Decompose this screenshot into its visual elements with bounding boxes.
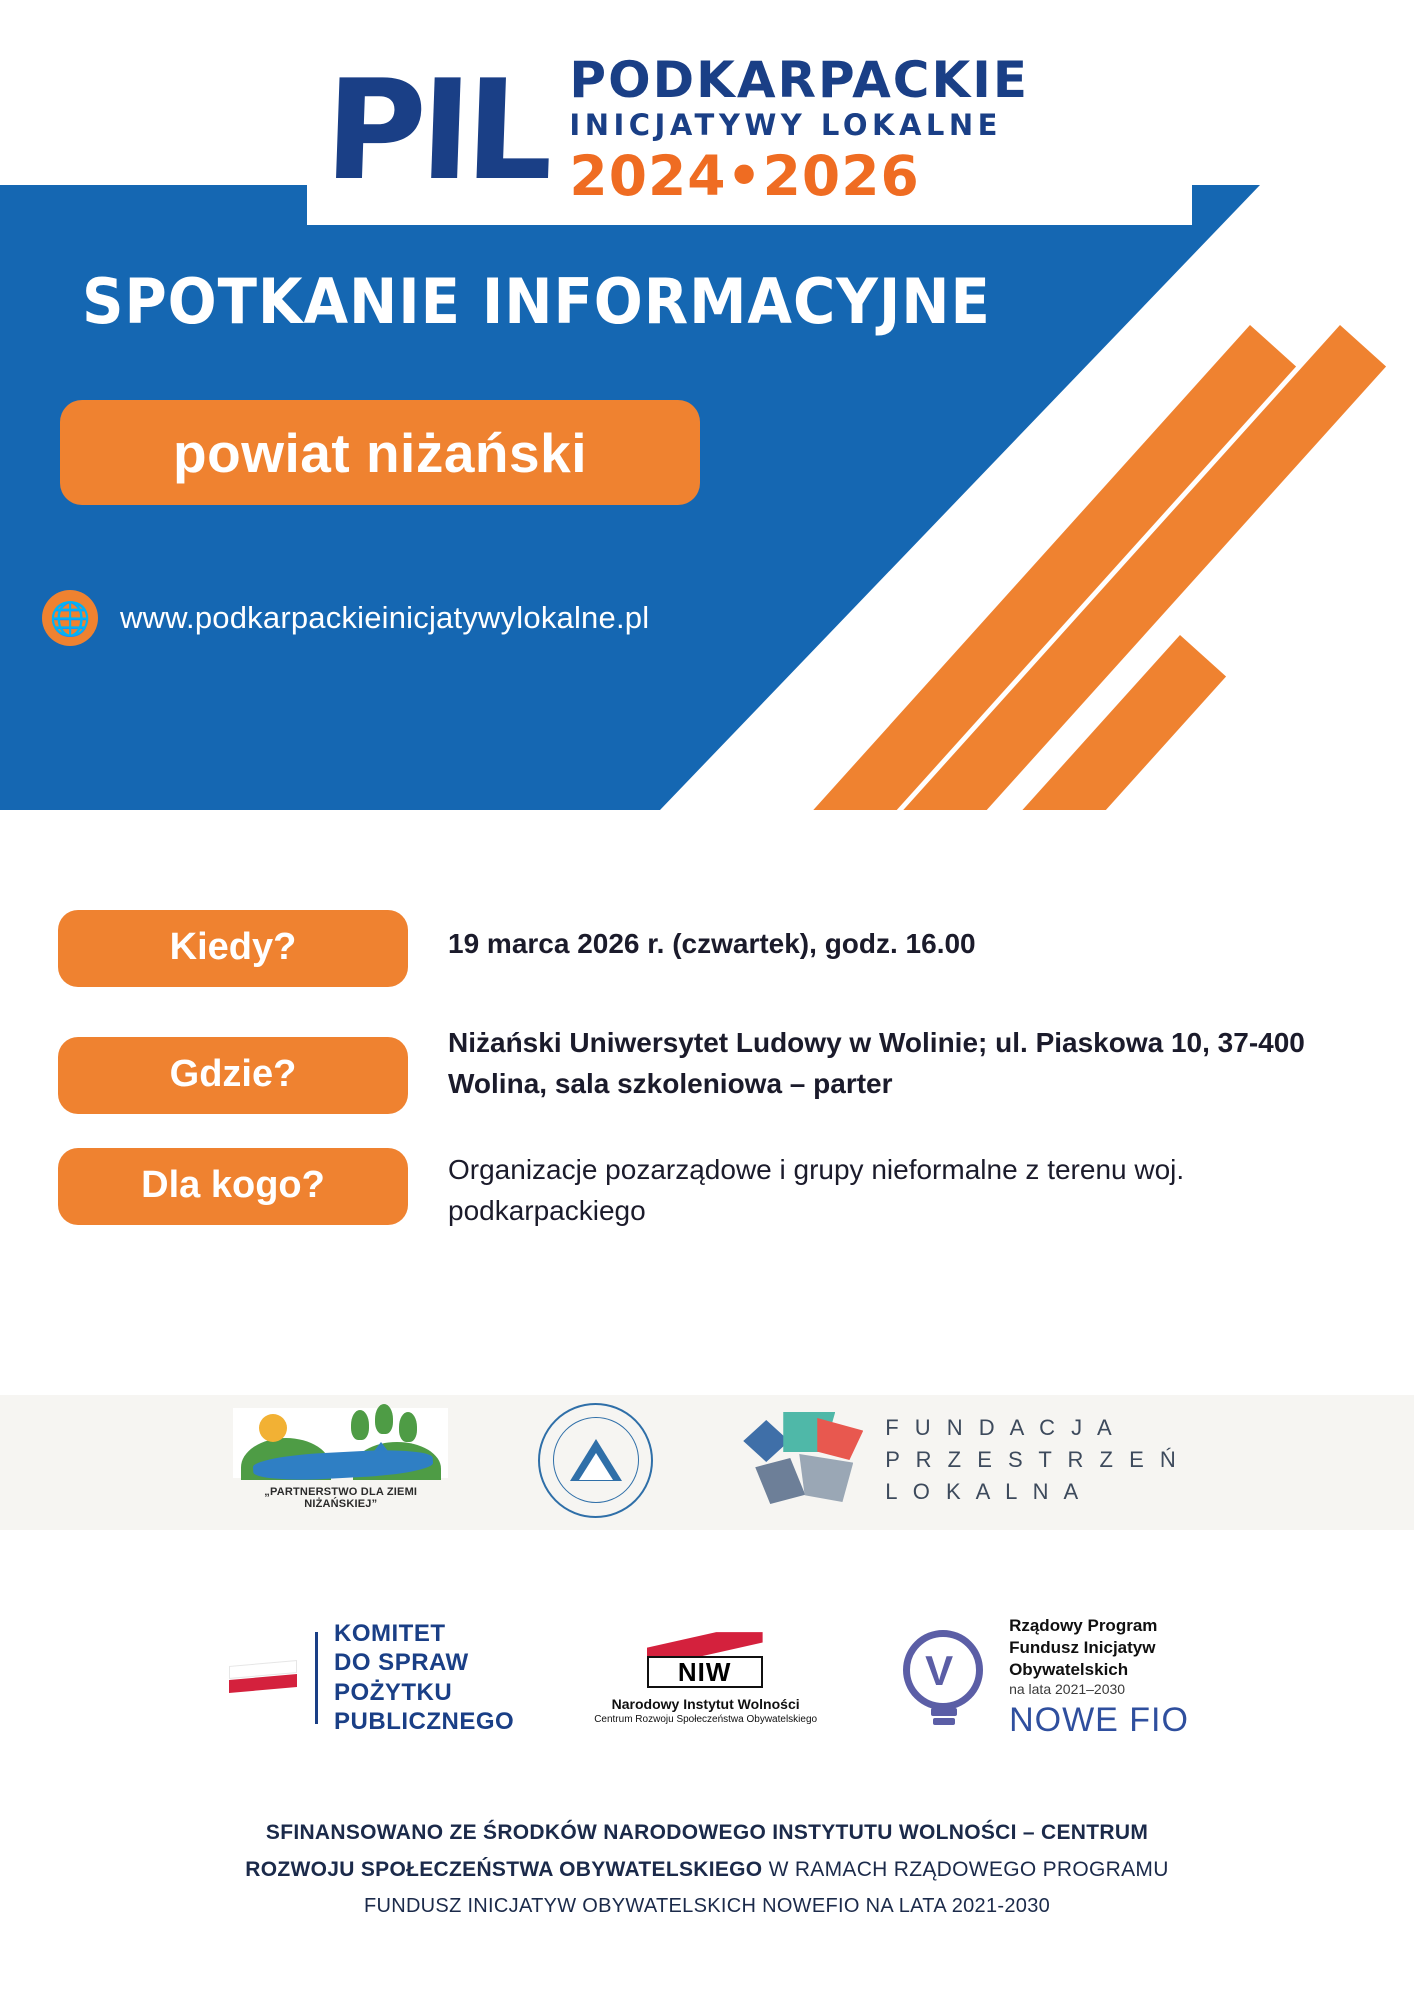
- website-row: [42, 590, 649, 646]
- komitet-line3: POŻYTKU: [334, 1678, 453, 1706]
- partnerstwo-dla-ziemi-nizanskiej-logo: [233, 1400, 448, 1520]
- detail-label-where: Gdzie?: [58, 1037, 408, 1114]
- komitet-line1: KOMITET: [334, 1620, 446, 1648]
- detail-row-audience: [0, 1136, 1414, 1231]
- lightbulb-icon: V: [897, 1628, 993, 1728]
- footer-line-2-bold: ROZWOJU SPOŁECZEŃSTWA OBYWATELSKIEGO: [245, 1857, 763, 1881]
- pil-logo-line1: PODKARPACKIE: [569, 51, 1029, 110]
- komitet-line2: DO SPRAW: [334, 1649, 469, 1677]
- detail-label-audience: Dla kogo?: [58, 1148, 408, 1225]
- fio-line3: Obywatelskich: [1009, 1660, 1129, 1680]
- fundacja-line1: F U N D A C J A: [885, 1415, 1117, 1441]
- poster-title: SPOTKANIE INFORMACYJNE: [82, 265, 991, 338]
- pil-logo-years: 2024•2026: [569, 144, 920, 209]
- county-badge-label: powiat niżański: [173, 421, 587, 484]
- niw-swoosh-icon: [647, 1632, 763, 1658]
- event-details: [0, 910, 1414, 1253]
- fio-line1: Rządowy Program: [1009, 1616, 1158, 1635]
- narodowy-instytut-wolnosci-logo: [594, 1630, 817, 1725]
- fundacja-line3: L O K A L N A: [885, 1478, 1084, 1504]
- header-banner: [0, 185, 1414, 810]
- pil-logo-line2: INICJATYWY LOKALNE: [569, 107, 1002, 142]
- niw-line1: Narodowy Instytut Wolności: [611, 1696, 800, 1713]
- detail-row-where: [0, 1009, 1414, 1114]
- footer-line-2-rest: W RAMACH RZĄDOWEGO PROGRAMU: [762, 1857, 1169, 1881]
- pil-logo-mark: PIL: [322, 49, 551, 211]
- divider: [315, 1632, 318, 1724]
- detail-value-where: Niżański Uniwersytet Ludowy w Wolinie; ul. Piaskowa 10, 37-400 Wolina, sala szkoleniowa – parter: [448, 1027, 1305, 1099]
- county-badge: [60, 400, 700, 505]
- detail-label-when: Kiedy?: [58, 910, 408, 987]
- detail-value-when: 19 marca 2026 r. (czwartek), godz. 16.00: [448, 928, 976, 959]
- komitet-line4: PUBLICZNEGO: [334, 1707, 515, 1735]
- fio-line4: na lata 2021–2030: [1009, 1681, 1126, 1698]
- lokalna-grupa-dzialania-logo: [538, 1403, 653, 1518]
- footer-line-1: SFINANSOWANO ZE ŚRODKÓW NARODOWEGO INSTYTUTU WOLNOŚCI – CENTRUM: [265, 1821, 1149, 1844]
- partnerstwo-logo-caption: „PARTNERSTWO DLA ZIEMI NIŻAŃSKIEJ”: [264, 1486, 418, 1510]
- nowe-fio-logo: [897, 1615, 1189, 1740]
- fio-wordmark: NOWE FIO: [1009, 1701, 1189, 1740]
- niw-mark-text: NIW: [647, 1656, 763, 1688]
- website-url[interactable]: www.podkarpackieinicjatywylokalne.pl: [120, 600, 650, 635]
- polish-flag-icon: [225, 1655, 301, 1701]
- fio-line2: Fundusz Inicjatyw: [1009, 1638, 1156, 1658]
- partner-logos-row-2: [0, 1615, 1414, 1740]
- fundacja-line2: P R Z E S T R Z E Ń: [885, 1447, 1181, 1473]
- footer-line-2: [0, 1852, 1414, 1889]
- komitet-do-spraw-pozytku-publicznego-logo: [225, 1619, 514, 1736]
- footer-line-3: FUNDUSZ INICJATYW OBYWATELSKICH NOWEFIO NA LATA 2021-2030: [363, 1894, 1051, 1917]
- pil-logo: [307, 30, 1192, 225]
- fundacja-przestrzen-lokalna-logo: [743, 1412, 1181, 1508]
- fundacja-logo-mark: [743, 1412, 863, 1508]
- niw-line2: Centrum Rozwoju Społeczeństwa Obywatelskiego: [594, 1714, 818, 1726]
- pil-logo-text: [569, 51, 1029, 209]
- globe-icon: 🌐: [42, 590, 98, 646]
- funding-footer: [0, 1815, 1414, 1924]
- detail-row-when: [0, 910, 1414, 987]
- partner-logos-row-1: [0, 1400, 1414, 1520]
- detail-value-audience: Organizacje pozarządowe i grupy nieformalne z terenu woj. podkarpackiego: [448, 1154, 1185, 1226]
